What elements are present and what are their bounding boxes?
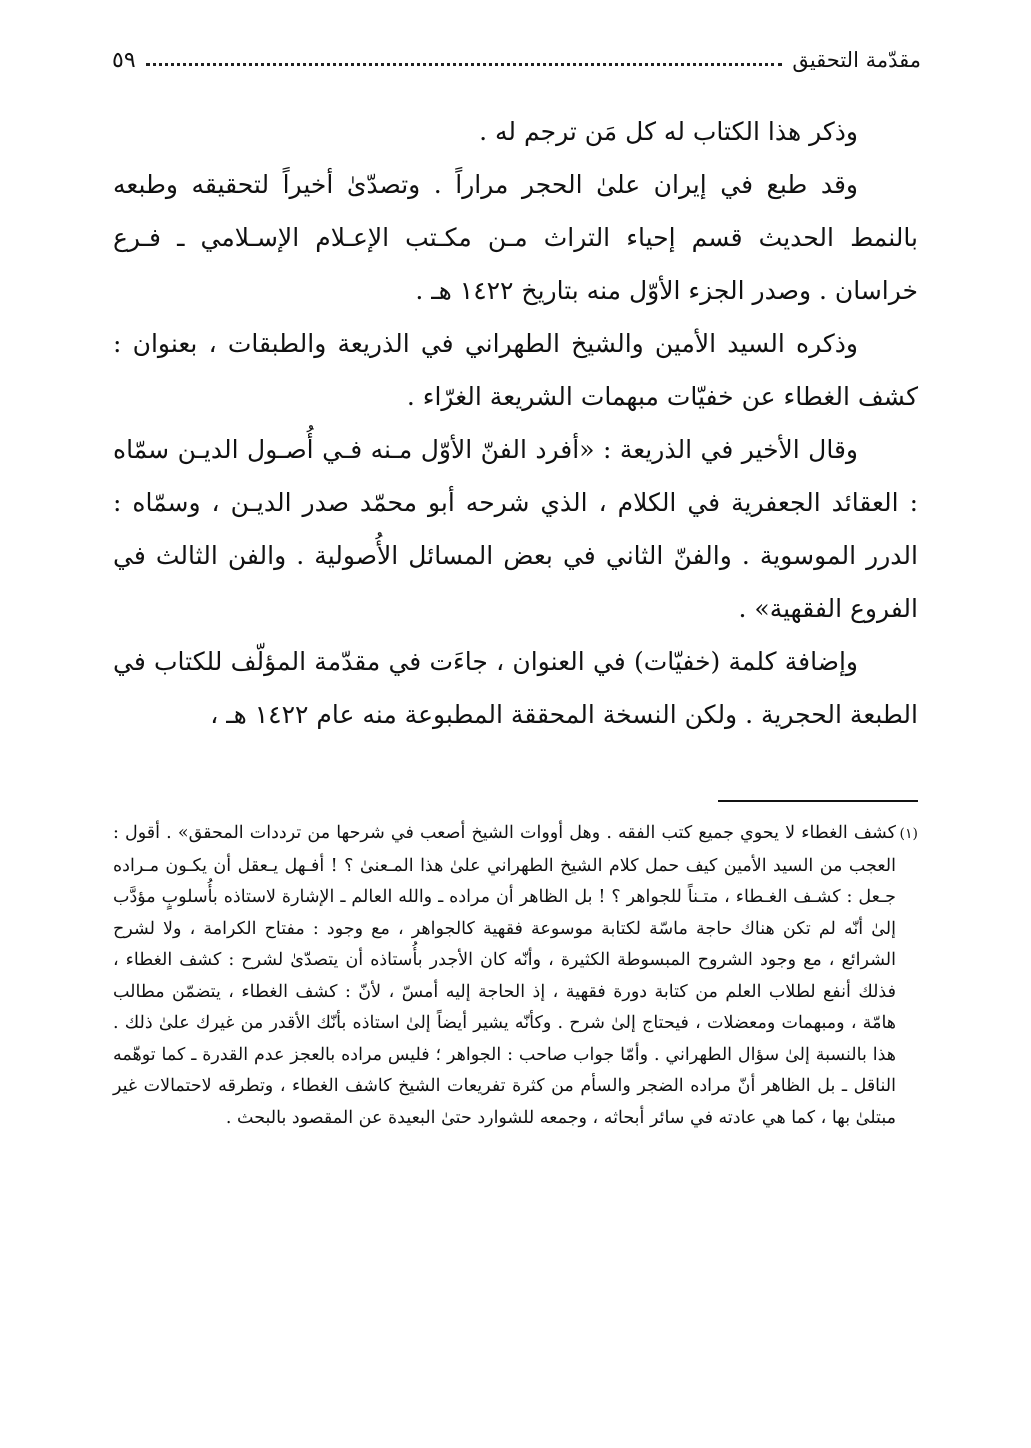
footnote-separator — [718, 800, 918, 802]
footnote-text: كشف الغطاء لا يحوي جميع كتب الفقه . وهل أووات الشيخ أصعب في شرحها من ترددات المحقق» . أقول : العجب من السيد الأمين كيف حمل كلام الشيخ الطهراني علىٰ هذا المـعنىٰ ؟ ! أفـهل يـعقل أن يكـون مـراده جـعل : كشـف الغـطاء ، متـناً للجواهر ؟ ! بل الظاهر أن مراده ـ والله العالم ـ الإشارة لاستاذه بأُسلوبٍ مؤدَّب إلىٰ أنّه لم تكن هناك حاجة ماسّة لكتابة موسوعة فقهية كالجواهر ، مع وجود : مفتاح الكرامة ، ولا لشرح الشرائع ، مع وجود الشروح المبسوطة الكثيرة ، وأنّه كان الأجدر بأُستاذه أن يتصدّىٰ لشرح : كشف الغطاء ، فذلك أنفع لطلاب العلم من كتابة دورة فقهية ، إذ الحاجة إليه أمسّ ، لأنّ : كشف الغطاء ، يتضمّن مطالب هامّة ، ومبهمات ومعضلات ، فيحتاج إلىٰ شرح . وكأنّه يشير أيضاً إلىٰ استاذه بأنّك الأقدر من غيرك علىٰ ذلك . هذا بالنسبة إلىٰ سؤال الطهراني . وأمّا جواب صاحب : الجواهر ؛ فليس مراده بالعجز عدم القدرة ـ كما توهّمه الناقل ـ بل الظاهر أنّ مراده الضجر والسأم من كثرة تفريعات الشيخ كاشف الغطاء ، وتطرقه لاحتمالات غير مبتلىٰ بها ، كما هي عادته في سائر أبحاثه ، وجمعه للشوارد حتىٰ البعيدة عن المقصود بالبحث . — [113, 823, 896, 1128]
page-number: ٥٩ — [112, 47, 136, 73]
body-paragraph: وقال الأخير في الذريعة : «أفرد الفنّ الأوّل مـنه فـي أُصـول الديـن سمّاه : العقائد الجعفرية في الكلام ، الذي شرحه أبو محمّد صدر الديـن ، وسمّاه : الدرر الموسوية . والفنّ الثاني في بعض المسائل الأُصولية . والفن الثالث في الفروع الفقهية» . — [113, 435, 918, 623]
footnote-marker: (١) — [899, 826, 918, 842]
dot-leader — [146, 63, 783, 66]
body-paragraph: وقد طبع في إيران علىٰ الحجر مراراً . وتصدّىٰ أخيراً لتحقيقه وطبعه بالنمط الحديث قسم إحياء التراث مـن مكـتب الإعـلام الإسـلامي ـ فـرع خراسان . وصدر الجزء الأوّل منه بتاريخ ١٤٢٢ هـ . — [113, 170, 918, 305]
footnote-paragraph — [113, 818, 918, 1134]
running-header — [112, 40, 921, 80]
body-paragraph: وذكر هذا الكتاب له كل مَن ترجم له . — [479, 117, 858, 146]
main-text — [113, 105, 918, 741]
body-paragraph: وذكره السيد الأمين والشيخ الطهراني في الذريعة والطبقات ، بعنوان : كشف الغطاء عن خفيّات مبهمات الشريعة الغرّاء . — [113, 329, 918, 411]
footnote — [113, 818, 918, 1134]
body-paragraph: وإضافة كلمة (خفيّات) في العنوان ، جاءَت في مقدّمة المؤلّف للكتاب في الطبعة الحجرية . ولكن النسخة المحققة المطبوعة منه عام ١٤٢٢ هـ ، — [113, 647, 918, 729]
header-title: مقدّمة التحقيق — [792, 48, 921, 72]
